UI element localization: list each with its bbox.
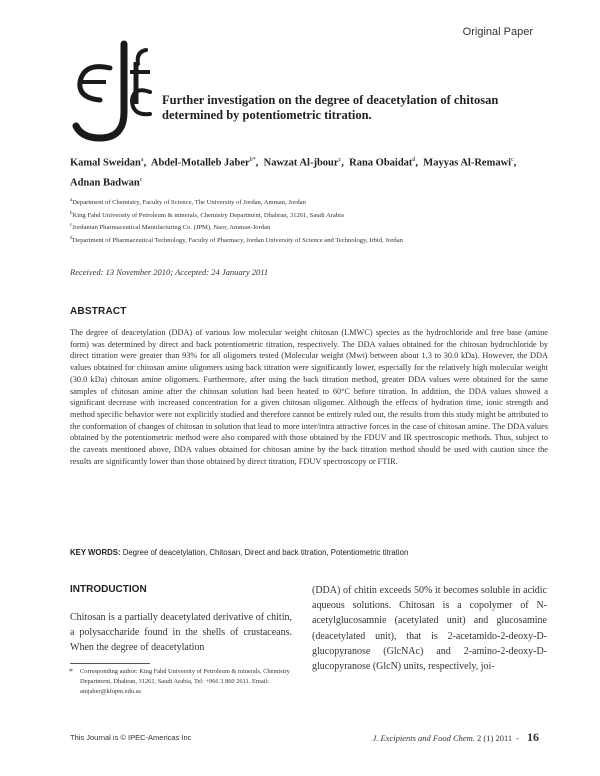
author-name: Mayyas Al-Remawi [423,157,512,169]
footnote-marker: * [69,667,73,676]
affiliation-item [70,196,548,209]
affiliation-mark: d [70,236,73,242]
author-affiliation-mark: c [511,157,514,163]
introduction-heading: INTRODUCTION [70,584,147,595]
affiliation-text: Department of Chemistry, Faculty of Science, The University of Jordan, Amman, Jordan [72,199,306,207]
abstract-heading: ABSTRACT [70,306,127,317]
affiliation-mark: a [70,198,73,203]
footnote-text: Corresponding author: King Fahd University of Petroleum & minerals, Chemistry Department, Dhahran, 31261, Saudi Arabia, Tel: +966 3 860 2611. Email: amjaber@kfupm.edu.sa [80,668,290,695]
author-name: Kamal Sweidan [70,157,141,169]
author-name: Adnan Badwan [70,177,140,188]
keywords-text: Degree of deacetylation, Chitosan, Direct and back titration, Potentiometric titration [122,548,409,557]
keywords [70,548,548,557]
affiliation-item [70,209,548,222]
page-number: 16 [527,730,539,744]
footer-citation [372,730,539,745]
received-accepted-dates: Received: 13 November 2010; Accepted: 24 January 2011 [70,267,269,277]
affiliation-item [70,221,548,234]
author-list: Kamal Sweidan$^a$, Abdel-Motalleb Jaber$^{b*}$, Nawzat Al-jbour$^c$, Rana Obaidat$^d$, Mayyas Al-Remawi$^c$, Adnan Badwan$^c$ [70,157,519,188]
paper-title: Further investigation on the degree of deacetylation of chitosan determined by potentiometric titration. [162,93,499,122]
keywords-label: KEY WORDS: [70,548,121,557]
footer-copyright: This Journal is © IPEC-Americas Inc [70,733,192,742]
author-affiliation-mark: b* [249,157,256,163]
footer-volume: 2 (1) 2011 [477,733,513,743]
affiliation-mark: c [70,223,73,229]
author-name: Abdel-Motalleb Jaber [150,157,250,169]
author-affiliation-mark: c [139,176,143,183]
introduction-column-right: (DDA) of chitin exceeds 50% it becomes soluble in acidic aqueous solutions. Chitosan is a copolymer of N-acetylglucosamnie (acetylated unit) and glucosamine (deacetylated unit), that is 2-acetamido-2-deoxy-D-glucopyranose (GlcNAc) and 2-amino-2-deoxy-D-glucopyranose (GlcN) units, respectively, joi- [312,585,547,673]
author-affiliation-mark: d [412,157,416,163]
affiliation-text: Jordanian Pharmaceutical Manufacturing Co. (JPM), Naor, Amman-Jordan [72,224,271,232]
journal-logo-icon [62,38,156,148]
corresponding-author-footnote [70,667,298,697]
affiliation-mark: b [70,210,73,216]
introduction-column-left: Chitosan is a partially deacetylated derivative of chitin, a polysaccharide found in the shells of crustaceans. When the degree of deacetylation [70,612,292,654]
affiliation-text: King Fahd University of Petroleum & minerals, Chemistry Department, Dhahran, 31261, Saudi Arabia [72,211,344,219]
affiliation-text: Department of Pharmaceutical Technology, Faculty of Pharmacy, Jordan University of Science and Technology, Irbid, Jordan [72,237,403,245]
affiliation-list [70,196,548,247]
author-name: Nawzat Al-jbour [263,157,339,169]
footer-journal-name: J. Excipients and Food Chem. [372,733,475,743]
abstract-text: The degree of deacetylation (DDA) of various low molecular weight chitosan (LMWC) species as the hydrochloride and free base (amine form) was determined by direct and back potentiometric titration, respectively. The DDA values obtained for the chitosan hydrochloride by direct titration were greater than 93% for all oligomers tested (Molecular weight (Mwt) between about 1.3 to 30.0 kDa). However, the DDA values obtained for chitosan amine oligomers using back titration were significantly lower, especially for the relatively high molecular weight (30.0 kDa) chitosan amine oligomers. Furthermore, after using the back titration method, greater DDA values were obtained for the same samples of chitosan amine after the chitosan solution had been heated to 60°C before titration. In addition, the DDA values showed a significant decrease with increased concentration for a given chitosan oligomer. Although the effects of hydration time, ionic strength and method specific behavior were not explicitly studied and therefore cannot be entirely ruled out, the results from this study might be attributed to the conformation of changes of chitosan in solution that lead to more inter/intra attractive forces in the case of chitosan amine. The DDA values obtained by the potentiometric method were also compared with those obtained by the FDUV and IR spectroscopic methods. Thus, subject to the caveats mentioned above, DDA values obtained for chitosan amine by the back titration method should be used with caution since the results are significantly lower than those obtained by direct titration, FDUV spectroscopy or FTIR. [70,328,548,466]
affiliation-item [70,234,548,247]
author-affiliation-mark: a [140,157,144,163]
author-name: Rana Obaidat [349,157,413,169]
paper-type-label: Original Paper [462,26,533,38]
footnote-divider [70,663,150,664]
footer-separator: - [516,733,519,743]
author-affiliation-mark: c [338,157,342,163]
